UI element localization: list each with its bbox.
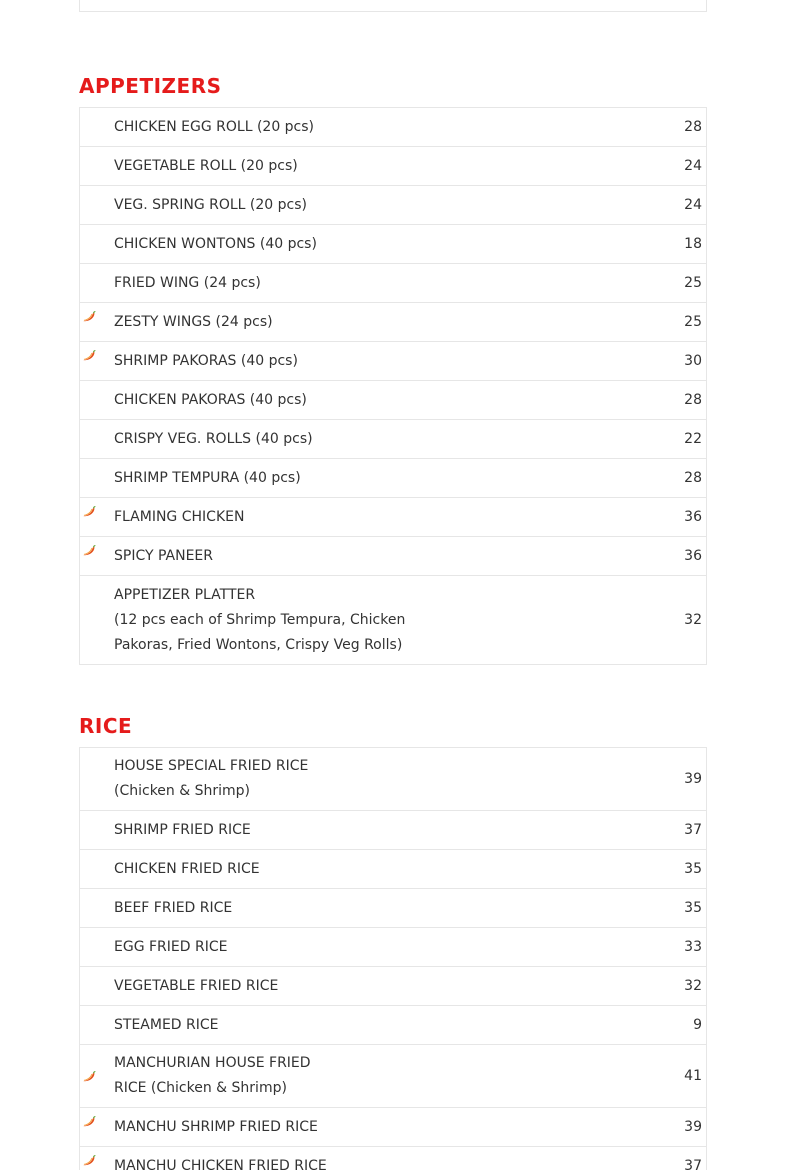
item-name (114, 890, 646, 927)
item-price: 25 (684, 274, 702, 291)
chili-pepper-icon (82, 310, 96, 322)
item-price: 25 (684, 313, 702, 330)
item-name-line: SHRIMP PAKORAS (40 pcs) (114, 352, 298, 369)
item-name-line: VEGETABLE ROLL (20 pcs) (114, 157, 298, 174)
spicy-indicator-cell (80, 303, 114, 341)
item-price: 36 (684, 508, 702, 525)
item-name (114, 109, 646, 146)
item-price: 35 (684, 860, 702, 877)
item-name (114, 343, 646, 380)
spicy-indicator-cell (80, 1147, 114, 1170)
item-name-line: CHICKEN FRIED RICE (114, 860, 260, 877)
item-name-line: (Chicken & Shrimp) (114, 783, 251, 799)
item-price: 36 (684, 547, 702, 564)
spicy-indicator-cell (80, 889, 114, 927)
item-name-line: SHRIMP FRIED RICE (114, 821, 251, 838)
menu-item-row (80, 303, 706, 342)
item-name (114, 812, 646, 849)
spicy-indicator-cell (80, 537, 114, 575)
item-name (114, 499, 646, 536)
menu-item-row (80, 498, 706, 537)
menu-item-row (80, 420, 706, 459)
item-price: 32 (684, 977, 702, 994)
chili-pepper-icon (82, 505, 96, 517)
item-name (114, 577, 646, 664)
spicy-indicator-cell (80, 1006, 114, 1044)
section-title-appetizers: APPETIZERS (79, 74, 222, 98)
item-name-line: MANCHU CHICKEN FRIED RICE (114, 1157, 327, 1170)
item-price: 37 (684, 821, 702, 838)
item-price: 9 (693, 1016, 702, 1033)
item-name (114, 382, 646, 419)
spicy-indicator-cell (80, 342, 114, 380)
item-name-line: MANCHURIAN HOUSE FRIED (114, 1055, 311, 1071)
item-name-line: ZESTY WINGS (24 pcs) (114, 313, 273, 330)
item-name (114, 1148, 646, 1170)
item-price: 18 (684, 235, 702, 252)
item-name (114, 421, 646, 458)
item-name (114, 929, 646, 966)
spicy-indicator-cell (80, 967, 114, 1005)
section-title-rice: RICE (79, 714, 133, 738)
menu-item-row (80, 1108, 706, 1147)
item-price: 30 (684, 352, 702, 369)
item-name (114, 851, 646, 888)
item-name-line: CHICKEN WONTONS (40 pcs) (114, 235, 317, 252)
item-price: 33 (684, 938, 702, 955)
item-name-line: FLAMING CHICKEN (114, 508, 245, 525)
menu-item-row (80, 459, 706, 498)
item-name-line: CRISPY VEG. ROLLS (40 pcs) (114, 430, 313, 447)
chili-pepper-icon (82, 1115, 96, 1127)
spicy-indicator-cell (80, 928, 114, 966)
item-name-line: (12 pcs each of Shrimp Tempura, Chicken (114, 611, 406, 628)
item-name-line: APPETIZER PLATTER (114, 586, 256, 603)
item-name (114, 1007, 646, 1044)
item-name-line: FRIED WING (24 pcs) (114, 274, 261, 291)
menu-item-row (80, 186, 706, 225)
item-name-line: EGG FRIED RICE (114, 938, 228, 955)
appetizers-table (79, 107, 707, 665)
menu-item-row (80, 928, 706, 967)
item-price: 37 (684, 1157, 702, 1170)
spicy-indicator-cell (80, 381, 114, 419)
menu-item-row (80, 381, 706, 420)
previous-section-table (79, 0, 707, 12)
rice-table (79, 747, 707, 1170)
spicy-indicator-cell (80, 811, 114, 849)
item-price: 28 (684, 118, 702, 135)
menu-item-row (80, 967, 706, 1006)
chili-pepper-icon (82, 1154, 96, 1166)
spicy-indicator-cell (80, 420, 114, 458)
item-name (114, 460, 646, 497)
item-name-line: STEAMED RICE (114, 1016, 219, 1033)
menu-item-row (80, 811, 706, 850)
item-price: 35 (684, 899, 702, 916)
item-name-line: SHRIMP TEMPURA (40 pcs) (114, 469, 301, 486)
spicy-indicator-cell (80, 850, 114, 888)
spicy-indicator-cell (80, 186, 114, 224)
menu-item-row (80, 1006, 706, 1045)
item-name (114, 538, 646, 575)
item-name (114, 1109, 646, 1146)
menu-item-row (80, 342, 706, 381)
item-price: 22 (684, 430, 702, 447)
menu-item-row (80, 264, 706, 303)
spicy-indicator-cell (80, 1108, 114, 1146)
item-name-line: Pakoras, Fried Wontons, Crispy Veg Rolls) (114, 636, 403, 653)
menu-item-row (80, 147, 706, 186)
item-name-line: HOUSE SPECIAL FRIED RICE (114, 758, 309, 774)
spicy-indicator-cell (80, 108, 114, 146)
spicy-indicator-cell (80, 459, 114, 497)
menu-item-row (80, 748, 706, 811)
item-name-line: VEGETABLE FRIED RICE (114, 977, 279, 994)
item-name (114, 968, 646, 1005)
item-name-line: VEG. SPRING ROLL (20 pcs) (114, 196, 307, 213)
item-name-line: MANCHU SHRIMP FRIED RICE (114, 1118, 318, 1135)
spicy-indicator-cell (80, 147, 114, 185)
menu-item-row (80, 576, 706, 664)
item-name-line: BEEF FRIED RICE (114, 899, 233, 916)
item-name-line: CHICKEN EGG ROLL (20 pcs) (114, 118, 315, 135)
item-name (114, 1045, 646, 1107)
item-name (114, 748, 646, 810)
menu-item-row (80, 850, 706, 889)
item-price: 39 (684, 770, 702, 787)
item-price: 41 (684, 1067, 702, 1084)
menu-item-row (80, 537, 706, 576)
menu-item-row (80, 1147, 706, 1170)
chili-pepper-icon (82, 1070, 96, 1082)
item-price: 28 (684, 469, 702, 486)
menu-item-row (80, 108, 706, 147)
item-price: 28 (684, 391, 702, 408)
item-name (114, 304, 646, 341)
menu-item-row (80, 225, 706, 264)
spicy-indicator-cell (80, 498, 114, 536)
item-name (114, 187, 646, 224)
item-price: 39 (684, 1118, 702, 1135)
item-name (114, 265, 646, 302)
menu-item-row (80, 1045, 706, 1108)
item-price: 32 (684, 611, 702, 628)
item-name-line: CHICKEN PAKORAS (40 pcs) (114, 391, 307, 408)
spicy-indicator-cell (80, 225, 114, 263)
item-price: 24 (684, 157, 702, 174)
item-name-line: SPICY PANEER (114, 547, 214, 564)
spicy-indicator-cell (80, 264, 114, 302)
item-name (114, 148, 646, 185)
chili-pepper-icon (82, 349, 96, 361)
item-name-line: RICE (Chicken & Shrimp) (114, 1080, 287, 1096)
chili-pepper-icon (82, 544, 96, 556)
item-name (114, 226, 646, 263)
menu-item-row (80, 889, 706, 928)
item-price: 24 (684, 196, 702, 213)
